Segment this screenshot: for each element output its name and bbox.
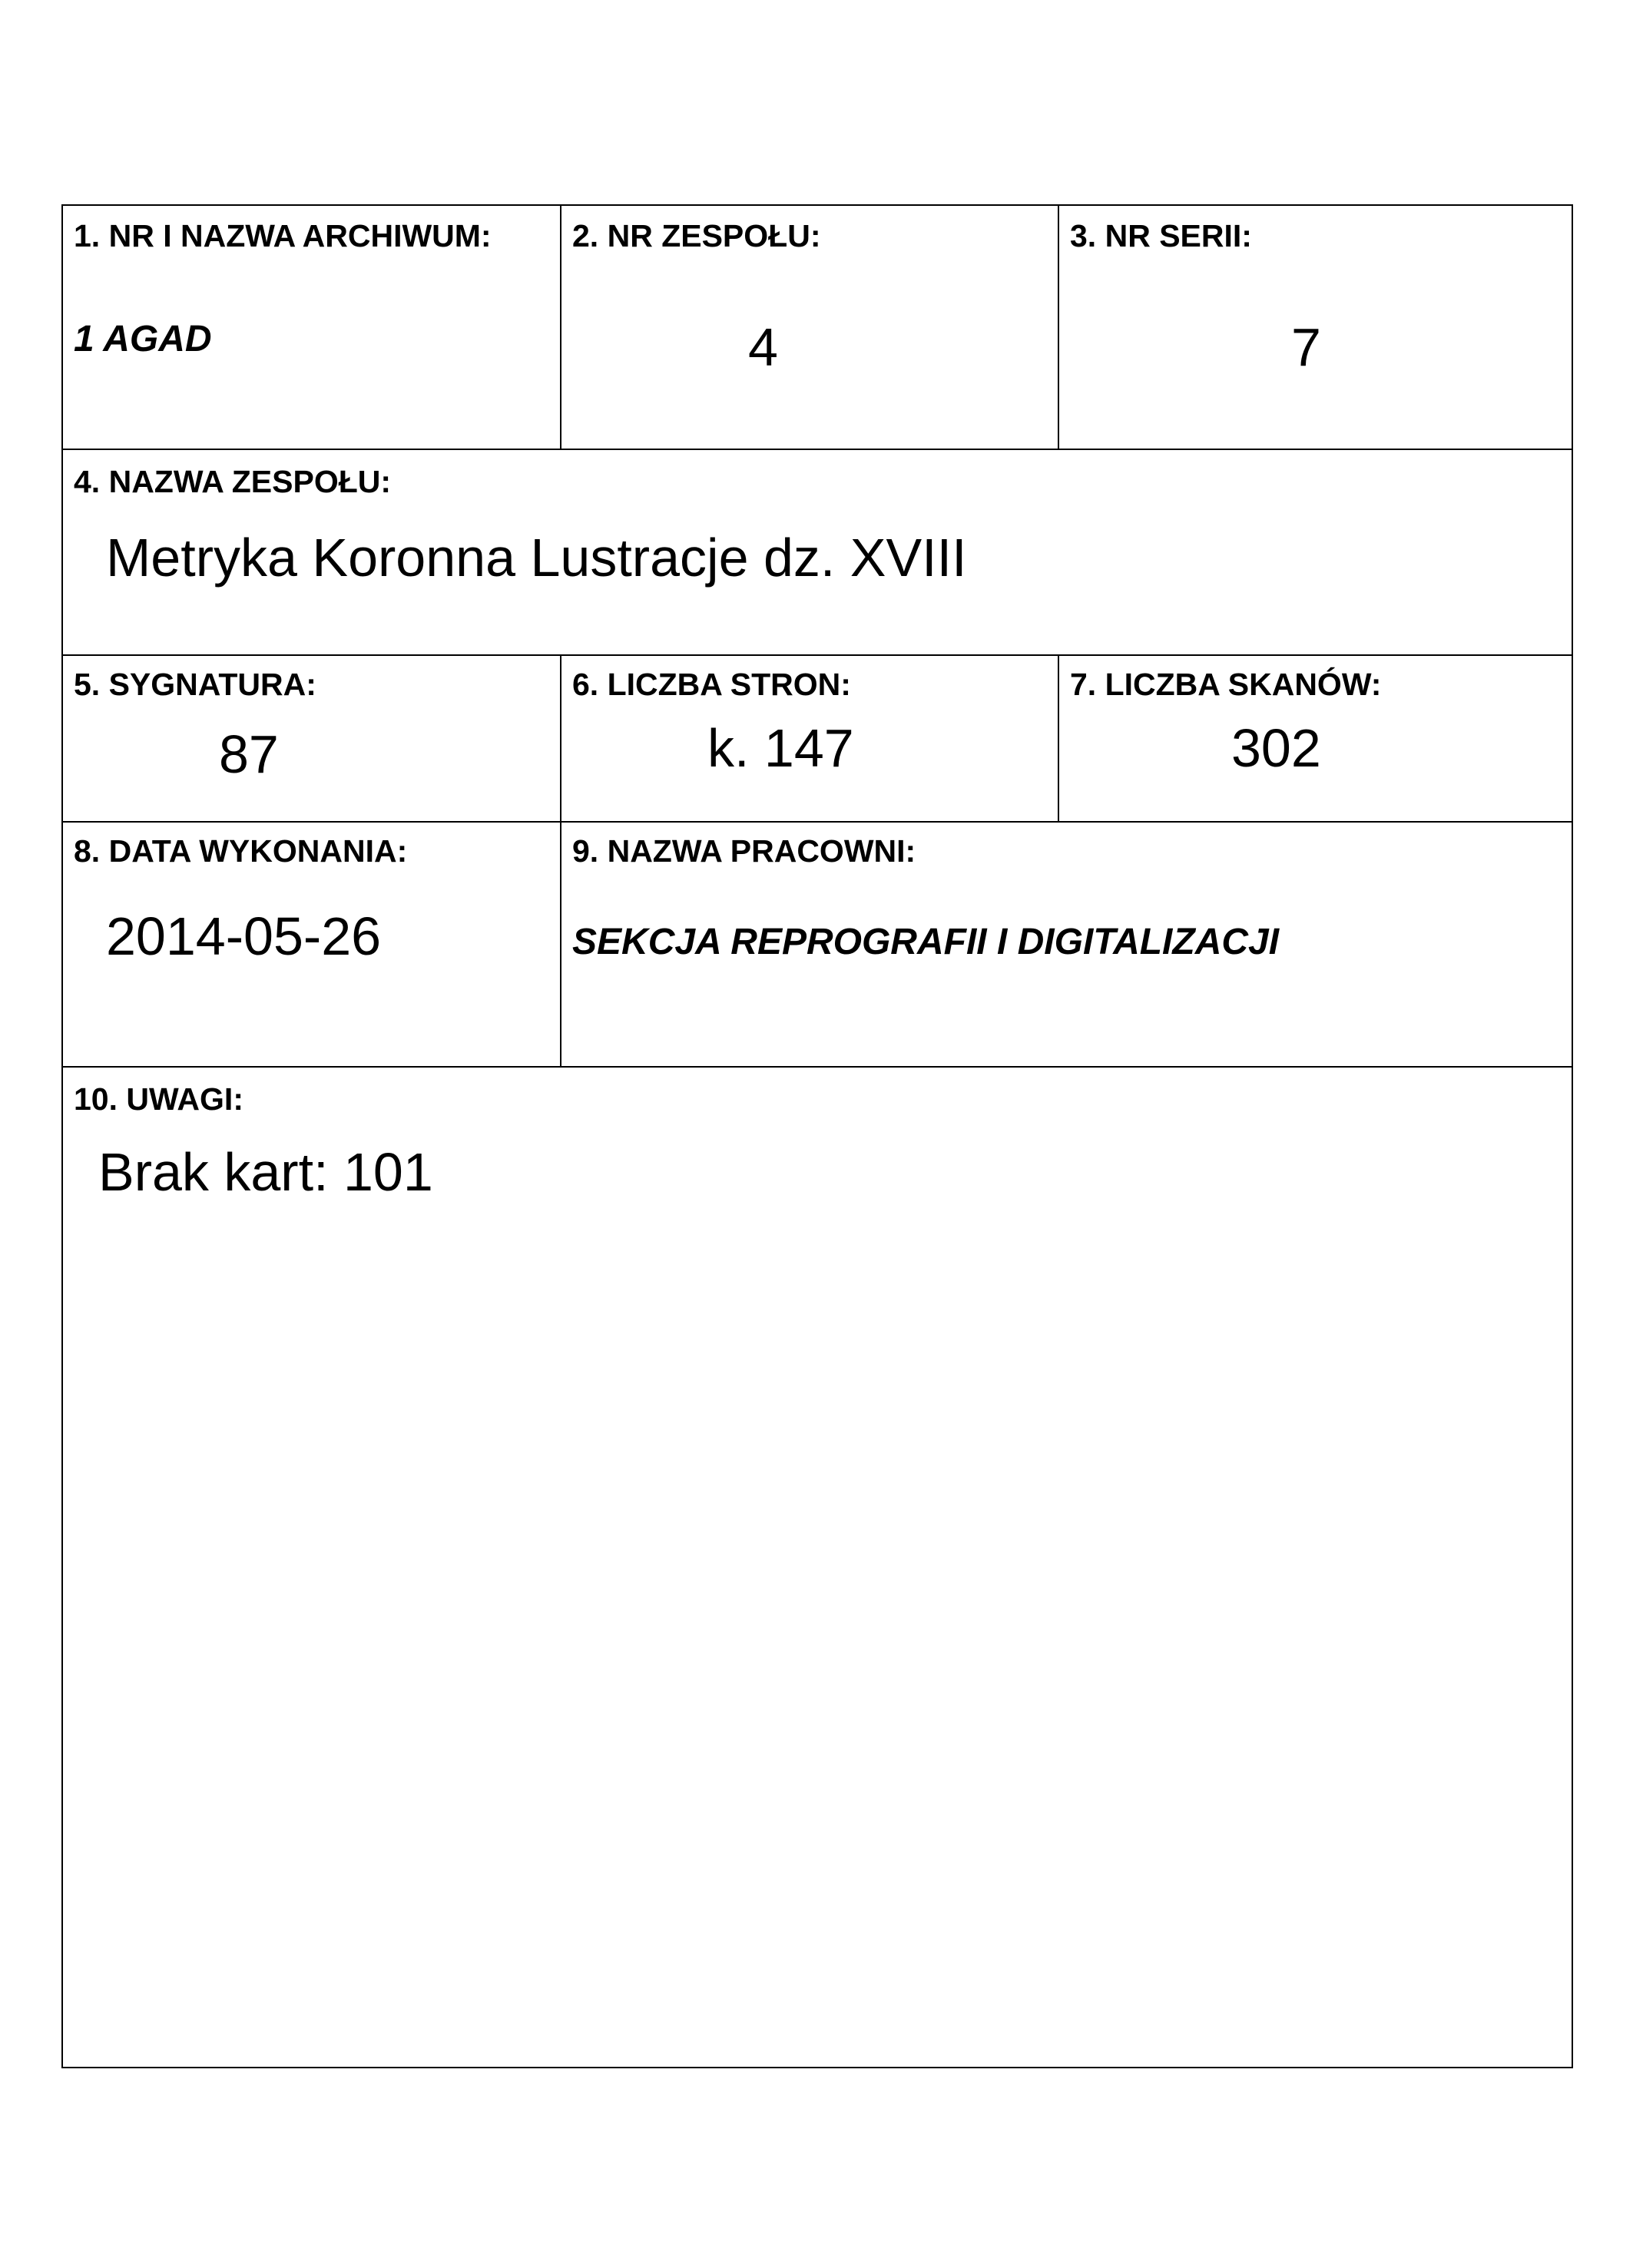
page-count-cell xyxy=(561,656,1058,821)
date-value: 2014-05-26 xyxy=(106,906,382,966)
signature-cell xyxy=(63,656,560,821)
scan-count-value: 302 xyxy=(1231,718,1321,778)
archive-value: 1 AGAD xyxy=(74,319,212,359)
signature-value: 87 xyxy=(219,724,279,784)
workshop-label: 9. NAZWA PRACOWNI: xyxy=(572,833,916,869)
remarks-cell xyxy=(63,1068,1572,2067)
fonds-name-value: Metryka Koronna Lustracje dz. XVIII xyxy=(106,528,967,588)
date-cell xyxy=(63,823,560,1066)
fonds-number-cell xyxy=(561,206,1058,449)
remarks-label: 10. UWAGI: xyxy=(74,1081,243,1117)
page-count-label: 6. LICZBA STRON: xyxy=(572,667,851,702)
page-count-value: k. 147 xyxy=(707,718,854,778)
archive-cell xyxy=(63,206,560,449)
scan-count-cell xyxy=(1059,656,1572,821)
remarks-value: Brak kart: 101 xyxy=(98,1142,433,1202)
signature-label: 5. SYGNATURA: xyxy=(74,667,316,702)
workshop-cell xyxy=(561,823,1572,1066)
fonds-number-label: 2. NR ZESPOŁU: xyxy=(572,218,821,253)
fonds-name-label: 4. NAZWA ZESPOŁU: xyxy=(74,464,392,499)
archive-metadata-form xyxy=(61,204,1573,2068)
date-label: 8. DATA WYKONANIA: xyxy=(74,833,408,869)
fonds-name-cell xyxy=(63,450,1572,654)
series-number-label: 3. NR SERII: xyxy=(1070,218,1252,253)
fonds-number-value: 4 xyxy=(748,317,778,377)
scan-count-label: 7. LICZBA SKANÓW: xyxy=(1070,667,1382,702)
archive-label: 1. NR I NAZWA ARCHIWUM: xyxy=(74,218,492,253)
series-number-value: 7 xyxy=(1291,317,1321,377)
workshop-value: SEKCJA REPROGRAFII I DIGITALIZACJI xyxy=(572,922,1280,962)
series-number-cell xyxy=(1059,206,1572,449)
